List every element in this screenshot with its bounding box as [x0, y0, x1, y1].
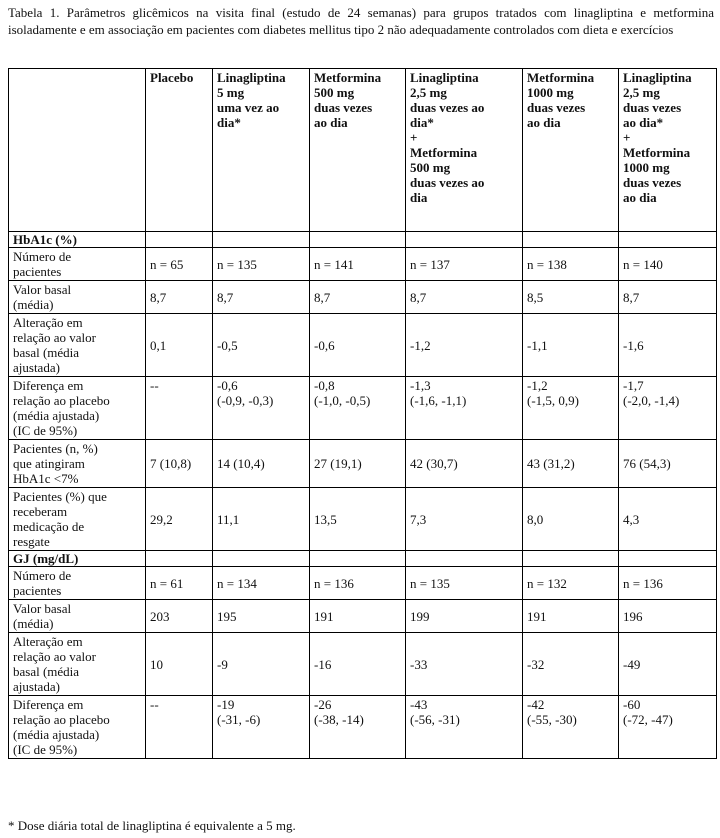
table-cell [619, 377, 717, 440]
table-row [9, 440, 717, 488]
section-row [9, 232, 717, 248]
cell-line: 29,2 [150, 511, 173, 527]
table-cell [406, 567, 523, 600]
row-label-line: Valor basal [13, 282, 72, 297]
row-label-line: relação ao placebo [13, 393, 110, 408]
row-label-line: basal (média [13, 664, 80, 679]
column-header-line: 2,5 mg [410, 85, 447, 100]
cell-line: 8,7 [410, 289, 427, 305]
row-label-line: Pacientes (n, %) [13, 441, 98, 456]
cell-line: 7 (10,8) [150, 456, 192, 471]
cell-line: n = 136 [314, 575, 354, 591]
cell-line: -- [150, 697, 159, 712]
row-label-line: receberam [13, 504, 68, 519]
column-header-line: ao dia* [623, 115, 664, 130]
cell-line: (-31, -6) [217, 712, 261, 727]
cell-line: n = 136 [623, 575, 663, 591]
cell-line: n = 140 [623, 256, 663, 272]
table-cell [310, 281, 406, 314]
table-cell [213, 567, 310, 600]
table-cell [310, 488, 406, 551]
row-label-line: basal (média [13, 345, 80, 360]
section-empty-cell [310, 232, 406, 248]
cell-line: (-1,6, -1,1) [410, 393, 467, 408]
column-header-line: + [623, 130, 631, 145]
table-cell [146, 696, 213, 759]
table-cell [619, 696, 717, 759]
cell-line: 14 (10,4) [217, 456, 265, 471]
cell-line: n = 134 [217, 575, 257, 591]
cell-line: 8,7 [217, 289, 234, 305]
cell-line: 8,7 [314, 289, 331, 305]
row-label [9, 314, 146, 377]
cell-line: -26 [314, 697, 332, 712]
column-header-line: duas vezes [314, 100, 373, 115]
cell-line: -60 [623, 697, 641, 712]
table-cell [406, 281, 523, 314]
table-cell [213, 248, 310, 281]
row-label-line: (IC de 95%) [13, 742, 78, 757]
cell-line: -1,2 [410, 337, 431, 353]
table-cell [213, 696, 310, 759]
cell-line: -43 [410, 697, 428, 712]
row-label-line: Alteração em [13, 634, 83, 649]
cell-line: -16 [314, 656, 332, 672]
table-cell [523, 633, 619, 696]
table-cell [146, 248, 213, 281]
table-cell [310, 633, 406, 696]
column-header [523, 69, 619, 232]
table-cell [523, 696, 619, 759]
cell-line: -0,6 [217, 378, 238, 393]
table-cell [523, 600, 619, 633]
table-row [9, 248, 717, 281]
cell-line: n = 61 [150, 575, 184, 591]
row-label-line: HbA1c <7% [13, 471, 79, 486]
table-row [9, 281, 717, 314]
row-label [9, 567, 146, 600]
table-row [9, 633, 717, 696]
table-cell [619, 440, 717, 488]
cell-line: -0,5 [217, 337, 238, 353]
cell-line: -49 [623, 656, 641, 672]
section-row [9, 551, 717, 567]
table-cell [619, 567, 717, 600]
column-header-line: dia* [410, 115, 434, 130]
column-header-line: 1000 mg [623, 160, 670, 175]
row-label-line: pacientes [13, 264, 62, 279]
section-empty-cell [146, 232, 213, 248]
cell-line: 27 (19,1) [314, 456, 362, 471]
cell-line: -42 [527, 697, 545, 712]
table-cell [523, 440, 619, 488]
table-cell [523, 281, 619, 314]
section-empty-cell [213, 232, 310, 248]
table-cell [146, 600, 213, 633]
cell-line: 191 [314, 608, 334, 624]
row-label [9, 600, 146, 633]
row-label-line: relação ao valor [13, 330, 97, 345]
column-header [310, 69, 406, 232]
cell-line: (-2,0, -1,4) [623, 393, 680, 408]
column-header-line: Linagliptina [623, 70, 692, 85]
column-header-line: duas vezes ao [410, 100, 485, 115]
row-label-line: Diferença em [13, 697, 84, 712]
cell-line: (-38, -14) [314, 712, 364, 727]
row-label-line: relação ao placebo [13, 712, 110, 727]
column-header [146, 69, 213, 232]
table-cell [213, 488, 310, 551]
cell-line: n = 135 [217, 256, 257, 272]
table-cell [619, 248, 717, 281]
column-header-line: Linagliptina [410, 70, 479, 85]
cell-line: 43 (31,2) [527, 456, 575, 471]
cell-line: 8,7 [623, 289, 640, 305]
table-cell [523, 488, 619, 551]
table-caption: Tabela 1. Parâmetros glicêmicos na visita final (estudo de 24 semanas) para grupos tratados com linagliptina e metformina isoladamente e em associação em pacientes com diabetes mellitus tipo 2 não adequadamente controlados com dieta e exercícios [8, 5, 714, 37]
table-cell [213, 281, 310, 314]
table-row [9, 314, 717, 377]
table-cell [146, 314, 213, 377]
row-label [9, 281, 146, 314]
column-header-line: ao dia [314, 115, 348, 130]
column-header-line: ao dia [623, 190, 657, 205]
cell-line: 10 [150, 656, 163, 672]
table-row [9, 377, 717, 440]
section-empty-cell [406, 551, 523, 567]
section-empty-cell [619, 232, 717, 248]
table-cell [406, 600, 523, 633]
cell-line: (-0,9, -0,3) [217, 393, 274, 408]
cell-line: n = 135 [410, 575, 450, 591]
table-cell [310, 314, 406, 377]
table-cell [619, 600, 717, 633]
table-cell [406, 696, 523, 759]
cell-line: 0,1 [150, 337, 167, 353]
column-header-line: dia* [217, 115, 241, 130]
column-header-line: Placebo [150, 70, 194, 85]
cell-line: 195 [217, 608, 237, 624]
column-header-line: 500 mg [410, 160, 451, 175]
column-header-line: uma vez ao [217, 100, 280, 115]
cell-line: -1,1 [527, 337, 548, 353]
column-header-line: duas vezes [527, 100, 586, 115]
table-cell [523, 567, 619, 600]
column-header [619, 69, 717, 232]
table-cell [619, 633, 717, 696]
row-label-line: relação ao valor [13, 649, 97, 664]
column-header-line: Linagliptina [217, 70, 286, 85]
table-cell [523, 248, 619, 281]
table-cell [619, 314, 717, 377]
header-row [9, 69, 717, 232]
row-label-line: (média ajustada) [13, 408, 100, 423]
row-label [9, 488, 146, 551]
table-cell [406, 248, 523, 281]
cell-line: 196 [623, 608, 643, 624]
column-header-line: 5 mg [217, 85, 245, 100]
column-header-line: Metformina [314, 70, 382, 85]
table-cell [406, 633, 523, 696]
cell-line: n = 138 [527, 256, 567, 272]
cell-line: 42 (30,7) [410, 456, 458, 471]
row-label [9, 696, 146, 759]
cell-line: n = 65 [150, 256, 184, 272]
cell-line: (-1,0, -0,5) [314, 393, 371, 408]
row-label [9, 377, 146, 440]
table-row [9, 696, 717, 759]
section-empty-cell [619, 551, 717, 567]
table-cell [213, 633, 310, 696]
column-header-line: Metformina [410, 145, 478, 160]
table-cell [406, 377, 523, 440]
column-header-line: + [410, 130, 418, 145]
glycemic-parameters-table [8, 68, 717, 759]
column-header-line: dia [410, 190, 428, 205]
corner-cell [9, 69, 146, 232]
column-header-line: Metformina [527, 70, 595, 85]
row-label-line: Alteração em [13, 315, 83, 330]
cell-line: (-56, -31) [410, 712, 460, 727]
table-cell [310, 567, 406, 600]
table-cell [406, 440, 523, 488]
row-label-line: (média) [13, 616, 54, 631]
cell-line: (-55, -30) [527, 712, 577, 727]
table-cell [619, 488, 717, 551]
table-cell [523, 377, 619, 440]
table-cell [146, 377, 213, 440]
table-row [9, 488, 717, 551]
cell-line: (-72, -47) [623, 712, 673, 727]
cell-line: -33 [410, 656, 428, 672]
table-cell [146, 567, 213, 600]
row-label-line: (média) [13, 297, 54, 312]
section-title: GJ (mg/dL) [9, 551, 146, 567]
cell-line: n = 141 [314, 256, 354, 272]
cell-line: -1,3 [410, 378, 431, 393]
table-cell [406, 314, 523, 377]
section-empty-cell [213, 551, 310, 567]
row-label-line: ajustada) [13, 679, 60, 694]
cell-line: 203 [150, 608, 170, 624]
table-row [9, 567, 717, 600]
section-empty-cell [523, 232, 619, 248]
table-cell [619, 281, 717, 314]
column-header [213, 69, 310, 232]
column-header-line: 500 mg [314, 85, 355, 100]
cell-line: -19 [217, 697, 235, 712]
cell-line: -0,8 [314, 378, 335, 393]
table-cell [310, 600, 406, 633]
row-label-line: (IC de 95%) [13, 423, 78, 438]
column-header-line: Metformina [623, 145, 691, 160]
cell-line: -1,7 [623, 378, 644, 393]
section-empty-cell [310, 551, 406, 567]
table-cell [406, 488, 523, 551]
table-cell [146, 440, 213, 488]
cell-line: 8,0 [527, 511, 544, 527]
cell-line: n = 137 [410, 256, 450, 272]
cell-line: 191 [527, 608, 547, 624]
table-cell [213, 600, 310, 633]
row-label-line: que atingiram [13, 456, 85, 471]
cell-line: -- [150, 378, 159, 393]
cell-line: -1,2 [527, 378, 548, 393]
column-header-line: duas vezes ao [410, 175, 485, 190]
cell-line: 76 (54,3) [623, 456, 671, 471]
row-label-line: ajustada) [13, 360, 60, 375]
section-empty-cell [523, 551, 619, 567]
cell-line: 13,5 [314, 511, 337, 527]
cell-line: 11,1 [217, 511, 240, 527]
table-cell [213, 377, 310, 440]
section-title: HbA1c (%) [9, 232, 146, 248]
column-header-line: ao dia [527, 115, 561, 130]
row-label-line: pacientes [13, 583, 62, 598]
footnote: * Dose diária total de linagliptina é equivalente a 5 mg. [8, 818, 296, 833]
row-label-line: resgate [13, 534, 50, 549]
table-cell [146, 633, 213, 696]
column-header-line: duas vezes [623, 175, 682, 190]
table-cell [523, 314, 619, 377]
cell-line: -0,6 [314, 337, 335, 353]
table-cell [310, 248, 406, 281]
table-cell [146, 488, 213, 551]
section-empty-cell [146, 551, 213, 567]
row-label-line: Pacientes (%) que [13, 489, 107, 504]
row-label-line: Número de [13, 249, 72, 264]
cell-line: 8,7 [150, 289, 167, 305]
table-cell [310, 696, 406, 759]
cell-line: 7,3 [410, 511, 427, 527]
column-header-line: duas vezes [623, 100, 682, 115]
cell-line: (-1,5, 0,9) [527, 393, 579, 408]
cell-line: -32 [527, 656, 545, 672]
cell-line: 199 [410, 608, 430, 624]
table-cell [310, 440, 406, 488]
table-row [9, 600, 717, 633]
section-empty-cell [406, 232, 523, 248]
row-label-line: Número de [13, 568, 72, 583]
table-cell [146, 281, 213, 314]
row-label-line: Diferença em [13, 378, 84, 393]
column-header-line: 1000 mg [527, 85, 574, 100]
cell-line: -1,6 [623, 337, 644, 353]
row-label-line: (média ajustada) [13, 727, 100, 742]
cell-line: -9 [217, 656, 228, 672]
table-cell [310, 377, 406, 440]
cell-line: 4,3 [623, 511, 640, 527]
column-header-line: 2,5 mg [623, 85, 660, 100]
row-label [9, 248, 146, 281]
row-label-line: medicação de [13, 519, 85, 534]
cell-line: 8,5 [527, 289, 544, 305]
table-cell [213, 440, 310, 488]
row-label [9, 440, 146, 488]
cell-line: n = 132 [527, 575, 567, 591]
row-label [9, 633, 146, 696]
column-header [406, 69, 523, 232]
table-cell [213, 314, 310, 377]
row-label-line: Valor basal [13, 601, 72, 616]
